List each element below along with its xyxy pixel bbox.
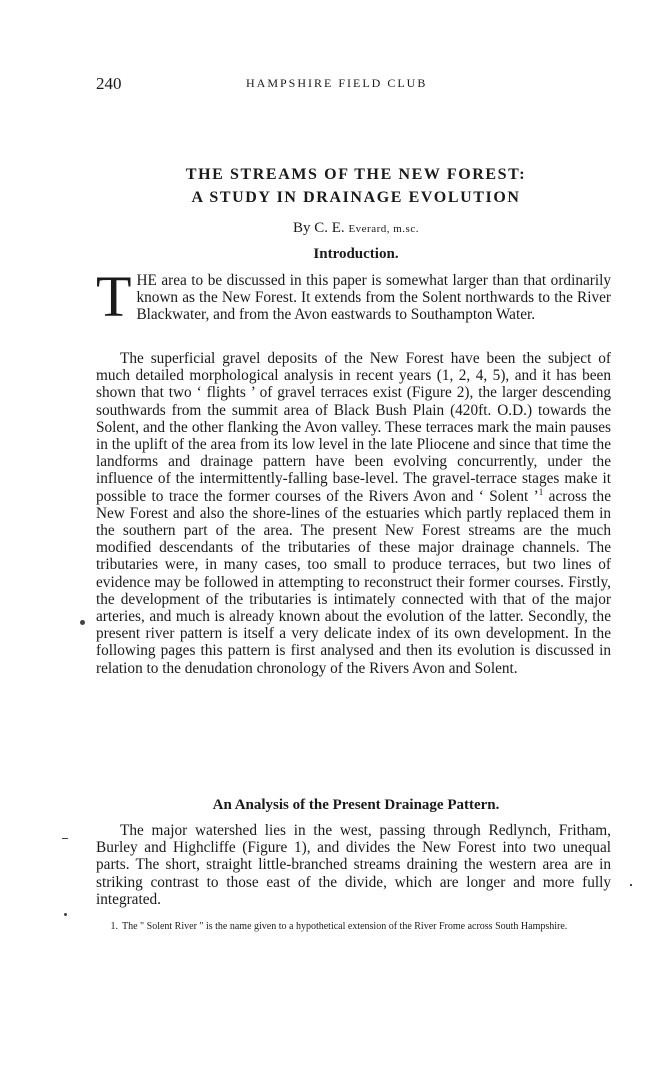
author-degree: m.sc. bbox=[390, 223, 419, 235]
section-heading-introduction: Introduction. bbox=[313, 246, 399, 262]
article-title-line-2: A STUDY IN DRAINAGE EVOLUTION bbox=[191, 189, 521, 206]
footnote bbox=[96, 921, 611, 933]
section-heading-analysis: An Analysis of the Present Drainage Pattern. bbox=[212, 797, 500, 813]
scan-speck bbox=[64, 913, 67, 916]
footnote-text: The " Solent River " is the name given to a hypothetical extension of the River Frome across South Hampshire. bbox=[122, 921, 568, 932]
footnote-reference: 1 bbox=[538, 486, 544, 497]
footnote-number: 1. bbox=[110, 921, 118, 932]
article-title-line-1: THE STREAMS OF THE NEW FOREST: bbox=[185, 166, 527, 183]
paragraph-intro-1 bbox=[96, 264, 611, 329]
page-header bbox=[96, 74, 616, 96]
paragraph-intro-2-text-a: The superficial gravel deposits of the New Forest have been the subject of much detailed morphological analysis in recent years (1, 2, 4, 5), and it has been shown that two ‘ flights ’ of gravel terraces exist (Figure 2), the larger descending southwards from the summit area of Black Bush Plain (420ft. O.D.) towards the Solent, and the other flanking the Avon valley. These terraces mark the main pauses in the uplift of the area from its low level in the late Pliocene and since that time the landforms and drainage pattern have been evolving concurrently, under the influence of the intermittently-falling base-level. The gravel-terrace stages make it possible to trace the former courses of the Rivers Avon and ‘ Solent ’ bbox=[96, 350, 611, 505]
paragraph-intro-1-text: HE area to be discussed in this paper is somewhat larger than that ordinarily known as the New Forest. It extends from the Solent northwards to the River Blackwater, and from the Avon eastwards to Southampton Water. bbox=[136, 272, 611, 324]
paragraph-analysis-1: The major watershed lies in the west, passing through Redlynch, Fritham, Burley and Highcliffe (Figure 1), and divides the New Forest into two unequal parts. The short, straight little-branched streams draining the western area are in striking contrast to those east of the divide, which are longer and more fully integrated. bbox=[96, 822, 611, 908]
scan-speck bbox=[630, 884, 632, 886]
author-byline bbox=[96, 220, 616, 237]
paragraph-intro-2-text-b: across the New Forest and also the shore-lines of the estuaries which partly replaced them in the southern part of the area. The present New Forest streams are the much modified descendants of the tributaries of these major drainage channels. The tributaries were, in many cases, too small to produce terraces, but two lines of evidence may be followed in attempting to reconstruct their former courses. Firstly, the development of the tributaries is intimately connected with that of the major arteries, and much is already known about the evolution of the latter. Secondly, the present river pattern is itself a very delicate index of its own development. In the following pages this pattern is first analysed and then its evolution is discussed in relation to the denudation chronology of the Rivers Avon and Solent. bbox=[96, 487, 611, 677]
author-surname: Everard, bbox=[348, 223, 390, 235]
paragraph-intro-2 bbox=[96, 350, 611, 677]
drop-cap: T bbox=[96, 264, 132, 329]
scan-speck bbox=[62, 838, 68, 839]
running-head: HAMPSHIRE FIELD CLUB bbox=[246, 76, 428, 90]
page-number: 240 bbox=[96, 74, 122, 93]
byline-prefix: By C. E. bbox=[293, 220, 349, 236]
scan-speck bbox=[80, 620, 85, 625]
